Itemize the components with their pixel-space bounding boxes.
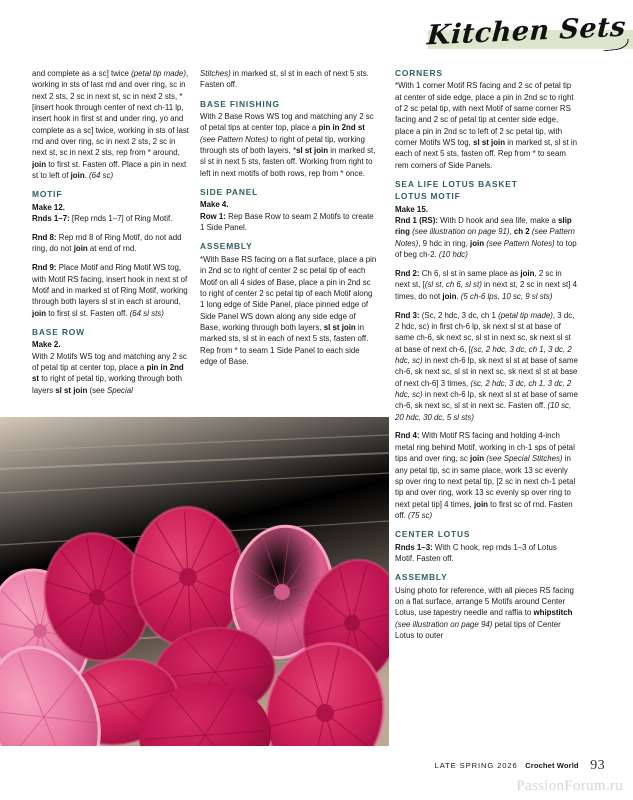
paragraph-continued: Stitches) in marked st, sl st in each of next 5 sts. Fasten off. [200, 69, 369, 90]
watermark: PassionForum.ru [516, 778, 623, 794]
project-photo [0, 417, 389, 746]
corners-body: *With 1 corner Motif RS facing and 2 sc of petal tip at center of side edge, place a pin in 2nd sc to right of 2 sc petal tip, with next Motif of same corner RS facing and 2 sc of petal tip at center side edge, place a pin in 2nd sc to left of 2 sc petal tip, with corner Motifs WS tog, sl st join in marked st, sl st in each of next 5 sts, fasten off. Rep from * to seam rem corners of Side Panels. [395, 81, 577, 170]
base-finishing-body: With 2 Base Rows WS tog and matching any 2 sc of petal tips at center top, place a pin in 2nd st (see Pattern Notes) to right of petal tip, working through sts of both layers, *sl st join in marked st, sl st in next 5 sts, fasten off. Working from right to left in next motifs of both rows, rep from * once. [200, 112, 376, 178]
lotus-rnd-1: Rnd 1 (RS): With D hook and sea life, make a slip ring (see illustration on page 91), ch 2 (see Pattern Notes), 9 hdc in ring, join (see Pattern Notes) to top of beg ch-2. (10 hdc) [395, 216, 577, 260]
heading-motif: MOTIF [32, 189, 63, 200]
motif-rnd-9: Rnd 9: Place Motif and Ring Motif WS tog, with Motif RS facing, insert hook in next st of Motif and in marked st of Ring Motif, working through both layers sl st in each st around, join to first sl st. Fasten off. (64 sl sts) [32, 263, 188, 318]
assembly-body: *With Base RS facing on a flat surface, place a pin in 2nd sc to right of center 2 sc petal tip of each Motif on all 4 sides of Base, place a pin in 2nd sc to right of center 2 sc petal tip of each Motif along 1 long edge of Side Panel, place pinned edge of Side Panel WS down along any side edge of Base, working through both layers, sl st join in marked sts, sl st in each of next 5 sts, fasten off. Rep from * to seam 1 Side Panel to each side edge of Base. [200, 254, 377, 366]
heading-sea-life-lotus-basket: SEA LIFE LOTUS BASKET [395, 179, 518, 190]
heading-lotus-motif: LOTUS MOTIF [395, 191, 461, 202]
masthead-title: Kitchen Sets [426, 11, 627, 52]
assembly-body: Using photo for reference, with all pieces RS facing on a flat surface, arrange 5 Motifs around Center Lotus, use tapestry needle and raffia to whipstitch (see illustration on page 94) petal tips of Center Lotus to outer [395, 585, 574, 640]
heading-side-panel: SIDE PANEL [200, 187, 259, 198]
heading-corners: CORNERS [395, 68, 443, 78]
footer-issue: LATE SPRING 2026 [434, 761, 518, 770]
page-footer [0, 758, 633, 774]
text-column-1 [32, 68, 192, 403]
heading-assembly: ASSEMBLY [200, 241, 253, 252]
paragraph-continued: and complete as a sc] twice (petal tip made), working in sts of last rnd and over ring, sc in next 2 sts, 2 sc in next st, sc in next 2 sts, *[insert hook through center of next ch-11 lp, insert hook in first st and under ring, yo and complete as a sc] twice, working in sts of last rnd and over ring, sc in next 2 sts, 2 sc in next st, sc in next 2 sts, rep from * around, join to first st. Fasten off. Place a pin in next st to left of join. (64 sc) [32, 69, 189, 181]
lotus-rnd-3: Rnd 3: (Sc, 2 hdc, 3 dc, ch 1 (petal tip made), 3 dc, 2 hdc, sc) in first ch-6 lp, sk next sl st at base of same ch-6, sk next sc, sl st in next sc, sk next sl st at base of next ch-6, [(sc, 2 hdc, 3 dc, ch 1, 3 dc, 2 hdc, sc) in next ch-6 lp, sk next sl st at base of same ch-6, sk next sc, sl st in next sc, sk next sl st at base of next ch-6] 3 times, (sc, 2 hdc, 3 dc, ch 1, 3 dc, 2 hdc, sc) in next ch-6 lp, sk next sl st at base of same ch-6, sk next sc, sl st in next sc. Fasten off. (10 sc, 20 hdc, 30 dc, 5 sl sts) [395, 310, 578, 422]
lotus-make-count: Make 15. [395, 204, 428, 214]
text-column-2 [200, 68, 378, 375]
heading-base-row: BASE ROW [32, 326, 85, 337]
side-panel-make-count: Make 4. [200, 200, 229, 210]
lotus-rnd-4: Rnd 4: With Motif RS facing and holding 4-inch metal ring behind Motif, working in ch-1 sps of petal tips and over ring, sc join (see Special Stitches) in any petal tip, sc in same place, work 13 sc evenly sp over ring to next petal tip, [2 sc in next ch-1 petal tip and over ring, work 13 sc evenly sp over ring to next petal tip] 4 times, join to first sc of rnd. Fasten off. (75 sc) [395, 431, 576, 520]
masthead [420, 11, 633, 62]
motif-rnds-1-7: Rnds 1–7: [Rep rnds 1–7] of Ring Motif. [32, 214, 173, 224]
side-panel-row-1: Row 1: Rep Base Row to seam 2 Motifs to create 1 Side Panel. [200, 211, 374, 233]
heading-assembly: ASSEMBLY [395, 572, 448, 583]
base-row-body: With 2 Motifs WS tog and matching any 2 sc of petal tip at center top, place a pin in 2nd st to right of petal tip, working through both layers sl st join (see Special [32, 351, 187, 395]
heading-base-finishing: BASE FINISHING [200, 98, 280, 109]
motif-rnd-8: Rnd 8: Rep rnd 8 of Ring Motif, do not add ring, do not join at end of rnd. [32, 232, 182, 254]
base-row-make-count: Make 2. [32, 340, 61, 350]
photo-illustration [0, 417, 389, 746]
motif-make-count: Make 12. [32, 202, 65, 212]
text-column-3 [395, 68, 578, 649]
footer-magazine-title: Crochet World [525, 761, 579, 770]
center-lotus-rnds: Rnds 1–3: With C hook, rep rnds 1–3 of Lotus Motif. Fasten off. [395, 542, 557, 563]
page-number: 93 [590, 758, 605, 773]
heading-center-lotus: CENTER LOTUS [395, 529, 471, 540]
masthead-swash-icon [603, 39, 630, 52]
lotus-rnd-2: Rnd 2: Ch 6, sl st in same place as join, 2 sc in next st, [(sl st, ch 6, sl st) in next st, 2 sc in next st] 4 times, do not join. (5 ch-6 lps, 10 sc, 9 sl sts) [395, 269, 577, 301]
